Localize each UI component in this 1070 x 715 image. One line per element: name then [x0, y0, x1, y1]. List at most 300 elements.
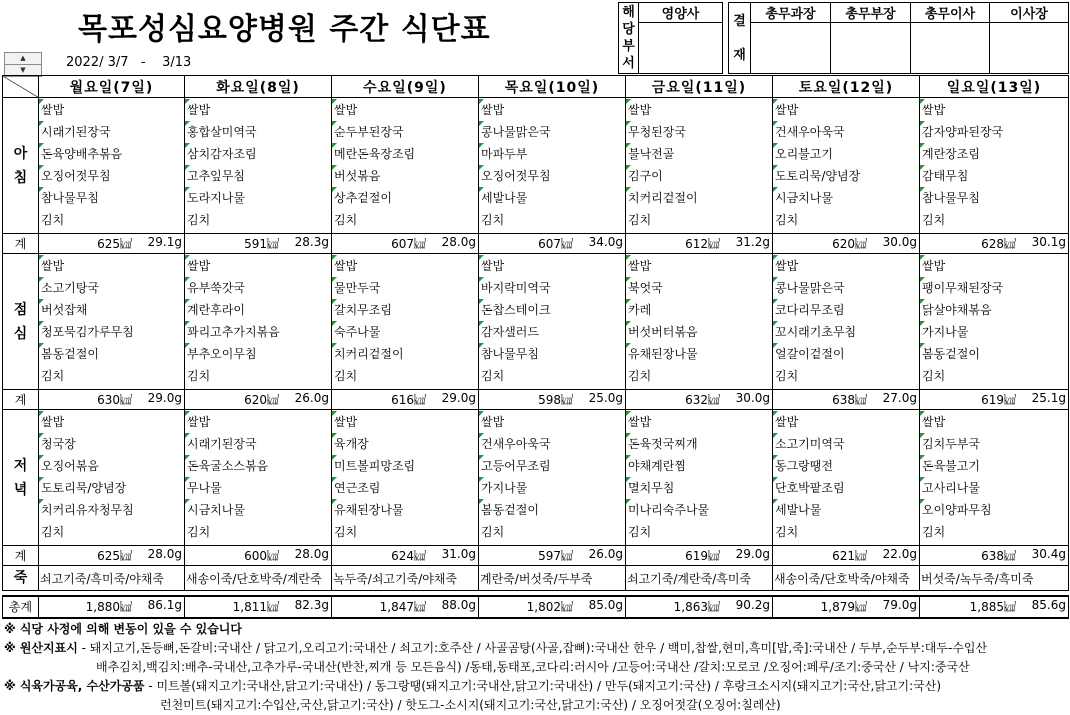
protein: 82.3g: [294, 598, 329, 612]
subtotal-cell: [773, 546, 920, 566]
subtotal-cell: [479, 390, 626, 410]
menu-item: 홍합살미역국: [185, 121, 331, 143]
role-general-affairs-manager: 총무과장: [751, 3, 831, 23]
menu-cell: [626, 254, 773, 390]
protein: 28.0g: [294, 547, 329, 561]
menu-item: 쌀밥: [773, 255, 919, 277]
spin-up-button[interactable]: ▲: [4, 52, 42, 65]
protein: 27.0g: [882, 391, 917, 405]
origin-line: ※ 원산지표시 - 돼지고기,돈등뼈,돈갈비:국내산 / 닭고기,오리고기:국내산 / 쇠고기:호주산 / 사골곰탕(사골,잡뼈):국내산 한우 / 백미,찹쌀,현미,흑미[밥,죽]:국내산 / 두부,순두부:대두-수입산: [4, 641, 988, 655]
calories: 607㎉: [391, 237, 426, 251]
grand-total-values: [479, 598, 625, 615]
subtotal-label: 계: [3, 390, 39, 410]
menu-item: 오이양파무침: [920, 499, 1068, 521]
menu-item: 봄동겉절이: [39, 343, 184, 365]
subtotal-cell: [185, 546, 332, 566]
menu-item: 동그랑땡전: [773, 455, 919, 477]
menu-item: 감태무침: [920, 165, 1068, 187]
calories: 638㎉: [981, 549, 1016, 563]
calories: 616㎉: [391, 393, 426, 407]
menu-cell: [39, 98, 185, 234]
notes: [4, 620, 1066, 715]
menu-item: 쌀밥: [185, 99, 331, 121]
calories: 619㎉: [981, 393, 1016, 407]
menu-cell: [39, 254, 185, 390]
menu-item: 멸치무침: [626, 477, 772, 499]
grand-total-values: [773, 598, 919, 615]
calories: 621㎉: [832, 549, 867, 563]
protein: 34.0g: [588, 235, 623, 249]
menu-item: 돈육젓국찌개: [626, 433, 772, 455]
menu-cell: [479, 254, 626, 390]
role-chairman: 이사장: [990, 3, 1069, 23]
menu-item: 쌀밥: [39, 99, 184, 121]
weekly-menu-table: [2, 75, 1069, 619]
subtotal-cell: [185, 390, 332, 410]
calories: 630㎉: [97, 393, 132, 407]
menu-item: 얼갈이겉절이: [773, 343, 919, 365]
menu-cell: [920, 410, 1069, 546]
menu-item: 쌀밥: [773, 411, 919, 433]
subtotal-cell: [39, 546, 185, 566]
menu-item: 메란돈육장조림: [332, 143, 478, 165]
subtotal-values: [920, 235, 1068, 252]
menu-item: 가지나물: [479, 477, 625, 499]
menu-cell: [185, 98, 332, 234]
menu-item: 미나리숙주나물: [626, 499, 772, 521]
calories: 612㎉: [685, 237, 720, 251]
calories: 598㎉: [538, 393, 573, 407]
subtotal-cell: [626, 546, 773, 566]
menu-item: 치커리유자청무침: [39, 499, 184, 521]
calories: 591㎉: [244, 237, 279, 251]
menu-item: 무청된장국: [626, 121, 772, 143]
menu-item: 팽이무채된장국: [920, 277, 1068, 299]
porridge-cell: 새송이죽/단호박죽/계란죽: [185, 566, 332, 591]
subtotal-values: [773, 391, 919, 408]
subtotal-cell: [626, 390, 773, 410]
grand-total-values: [185, 598, 331, 615]
menu-cell: [479, 98, 626, 234]
day-header: 월요일(7일): [39, 76, 185, 98]
menu-item: 마파두부: [479, 143, 625, 165]
calories: 620㎉: [832, 237, 867, 251]
menu-item: 숙주나물: [332, 321, 478, 343]
menu-item: 김치: [775, 213, 799, 227]
menu-item: 소고기미역국: [773, 433, 919, 455]
subtotal-values: [332, 391, 478, 408]
dietitian-label: 영양사: [639, 3, 723, 23]
protein: 30.0g: [882, 235, 917, 249]
menu-item: 김치: [481, 369, 505, 383]
subtotal-cell: [332, 546, 479, 566]
menu-item: 육개장: [332, 433, 478, 455]
menu-item: 김치: [922, 369, 946, 383]
menu-item: 콩나물맑은국: [773, 277, 919, 299]
menu-item: 북엇국: [626, 277, 772, 299]
menu-item: 쌀밥: [773, 99, 919, 121]
menu-item: 유채된장나물: [626, 343, 772, 365]
menu-item: 돈육양배추볶음: [39, 143, 184, 165]
protein: 22.0g: [882, 547, 917, 561]
menu-item: 참나물무침: [920, 187, 1068, 209]
menu-item: 쌀밥: [626, 411, 772, 433]
menu-cell: [773, 410, 920, 546]
protein: 25.1g: [1031, 391, 1066, 405]
subtotal-cell: [185, 234, 332, 254]
day-header: 일요일(13일): [920, 76, 1069, 98]
role-general-affairs-director: 총무부장: [831, 3, 911, 23]
meal-label: 점 심: [3, 254, 39, 390]
meal-label: 아 침: [3, 98, 39, 234]
menu-item: 쌀밥: [626, 99, 772, 121]
menu-item: 버섯볶음: [332, 165, 478, 187]
menu-item: 쌀밥: [479, 99, 625, 121]
sign-box-executive-director[interactable]: [911, 23, 990, 74]
menu-item: 김치: [922, 525, 946, 539]
grand-total-values: [626, 598, 772, 615]
menu-item: 오징어볶음: [39, 455, 184, 477]
calories: 1,802㎉: [526, 600, 573, 614]
menu-item: 김치: [334, 369, 358, 383]
menu-item: 김치: [187, 525, 211, 539]
menu-item: 감자양파된장국: [920, 121, 1068, 143]
protein: 29.0g: [147, 391, 182, 405]
grand-total-values: [39, 598, 184, 615]
menu-item: 치커리겉절이: [626, 187, 772, 209]
calories: 1,847㎉: [379, 600, 426, 614]
subtotal-cell: [479, 234, 626, 254]
menu-item: 김치: [334, 525, 358, 539]
menu-item: 불낙전골: [626, 143, 772, 165]
protein: 90.2g: [735, 598, 770, 612]
menu-item: 김치: [41, 213, 65, 227]
calories: 619㎉: [685, 549, 720, 563]
menu-item: 쌀밥: [626, 255, 772, 277]
menu-cell: [185, 254, 332, 390]
day-header: 토요일(12일): [773, 76, 920, 98]
menu-cell: [920, 254, 1069, 390]
subtotal-values: [185, 391, 331, 408]
menu-item: 도토리묵/양념장: [773, 165, 919, 187]
menu-item: 김치: [775, 525, 799, 539]
menu-item: 감자샐러드: [479, 321, 625, 343]
porridge-cell: 쇠고기죽/계란죽/흑미죽: [626, 566, 773, 591]
calories: 628㎉: [981, 237, 1016, 251]
sign-box-general-affairs-director[interactable]: [831, 23, 911, 74]
menu-item: 쌀밥: [39, 411, 184, 433]
menu-item: 김치: [334, 213, 358, 227]
menu-item: 치커리겉절이: [332, 343, 478, 365]
menu-item: 돈육불고기: [920, 455, 1068, 477]
menu-cell: [185, 410, 332, 546]
menu-cell: [332, 98, 479, 234]
menu-item: 꽈리고추가지볶음: [185, 321, 331, 343]
subtotal-values: [626, 391, 772, 408]
menu-item: 쌀밥: [332, 411, 478, 433]
menu-item: 김치: [187, 369, 211, 383]
menu-item: 버섯버터볶음: [626, 321, 772, 343]
porridge-cell: 녹두죽/쇠고기죽/야채죽: [332, 566, 479, 591]
protein: 31.0g: [441, 547, 476, 561]
calories: 1,811㎉: [232, 600, 279, 614]
subtotal-values: [39, 547, 184, 564]
calories: 1,880㎉: [85, 600, 132, 614]
calories: 624㎉: [391, 549, 426, 563]
menu-item: 바지락미역국: [479, 277, 625, 299]
menu-item: 시금치나물: [773, 187, 919, 209]
menu-item: 김치: [775, 369, 799, 383]
menu-item: 단호박팥조림: [773, 477, 919, 499]
menu-item: 고사리나물: [920, 477, 1068, 499]
menu-item: 쌀밥: [39, 255, 184, 277]
menu-item: 돈찹스테이크: [479, 299, 625, 321]
day-header: 수요일(9일): [332, 76, 479, 98]
protein: 29.0g: [735, 547, 770, 561]
protein: 29.1g: [147, 235, 182, 249]
menu-cell: [920, 98, 1069, 234]
grand-total-values: [332, 598, 478, 615]
menu-item: 봄동겉절이: [479, 499, 625, 521]
subtotal-label: 계: [3, 546, 39, 566]
menu-item: 쌀밥: [479, 411, 625, 433]
menu-item: 김치: [41, 369, 65, 383]
protein: 29.0g: [441, 391, 476, 405]
calories: 620㎉: [244, 393, 279, 407]
subtotal-values: [39, 235, 184, 252]
menu-item: 오징어젓무침: [479, 165, 625, 187]
protein: 79.0g: [882, 598, 917, 612]
menu-item: 쌀밥: [185, 411, 331, 433]
menu-item: 소고기탕국: [39, 277, 184, 299]
subtotal-values: [479, 547, 625, 564]
subtotal-values: [479, 391, 625, 408]
subtotal-values: [185, 235, 331, 252]
protein: 86.1g: [147, 598, 182, 612]
menu-item: 순두부된장국: [332, 121, 478, 143]
menu-cell: [479, 410, 626, 546]
menu-item: 김치: [481, 213, 505, 227]
department-box: [618, 2, 723, 74]
subtotal-cell: [39, 390, 185, 410]
menu-item: 세발나물: [773, 499, 919, 521]
subtotal-values: [39, 391, 184, 408]
menu-item: 계란후라이: [185, 299, 331, 321]
protein: 28.3g: [294, 235, 329, 249]
subtotal-values: [332, 547, 478, 564]
subtotal-label: 계: [3, 234, 39, 254]
calories: 625㎉: [97, 237, 132, 251]
menu-cell: [332, 410, 479, 546]
porridge-cell: 새송이죽/단호박죽/야채죽: [773, 566, 920, 591]
porridge-cell: 버섯죽/녹두죽/흑미죽: [920, 566, 1069, 591]
date-range: 2022/ 3/7 - 3/13: [66, 55, 192, 70]
menu-cell: [773, 98, 920, 234]
calories: 600㎉: [244, 549, 279, 563]
calories: 632㎉: [685, 393, 720, 407]
subtotal-cell: [773, 234, 920, 254]
menu-item: 쌀밥: [920, 411, 1068, 433]
subtotal-cell: [479, 546, 626, 566]
menu-item: 세발나물: [479, 187, 625, 209]
menu-item: 쌀밥: [332, 255, 478, 277]
porridge-cell: 쇠고기죽/흑미죽/야채죽: [39, 566, 185, 591]
menu-item: 참나물무침: [39, 187, 184, 209]
menu-item: 건새우아욱국: [479, 433, 625, 455]
menu-item: 꼬시래기초무침: [773, 321, 919, 343]
subtotal-cell: [920, 234, 1069, 254]
grand-total-cell: [332, 596, 479, 618]
day-header: 화요일(8일): [185, 76, 332, 98]
porridge-label: 죽: [3, 566, 39, 591]
menu-item: 쌀밥: [920, 255, 1068, 277]
grand-total-values: [920, 598, 1068, 615]
grand-total-cell: [626, 596, 773, 618]
menu-item: 쌀밥: [185, 255, 331, 277]
calories: 638㎉: [832, 393, 867, 407]
menu-item: 미트볼피망조림: [332, 455, 478, 477]
subtotal-values: [185, 547, 331, 564]
protein: 85.6g: [1031, 598, 1066, 612]
day-header: 금요일(11일): [626, 76, 773, 98]
subtotal-cell: [626, 234, 773, 254]
processed-line: ※ 식육가공육, 수산가공품 - 미트볼(돼지고기:국내산,닭고기:국내산) / 동그랑땡(돼지고기:국내산,닭고기:국내산) / 만두(돼지고기:국산) / 후랑크소시지(돼지고기:국산,닭고기:국산): [4, 679, 942, 693]
menu-item: 오징어젓무침: [39, 165, 184, 187]
porridge-cell: 계란죽/버섯죽/두부죽: [479, 566, 626, 591]
menu-cell: [626, 410, 773, 546]
protein: 30.4g: [1031, 547, 1066, 561]
menu-item: 청국장: [39, 433, 184, 455]
day-header: 목요일(10일): [479, 76, 626, 98]
subtotal-values: [626, 235, 772, 252]
menu-item: 김치: [628, 369, 652, 383]
menu-item: 유부쑥갓국: [185, 277, 331, 299]
menu-item: 카레: [626, 299, 772, 321]
meal-label: 저 녁: [3, 410, 39, 546]
spin-down-button[interactable]: ▼: [4, 64, 42, 77]
menu-item: 김치: [481, 525, 505, 539]
approval-label: 결 재: [729, 3, 751, 74]
menu-item: 시래기된장국: [39, 121, 184, 143]
approval-box: [728, 2, 1069, 74]
menu-item: 상추겉절이: [332, 187, 478, 209]
protein: 28.0g: [147, 547, 182, 561]
subtotal-values: [332, 235, 478, 252]
calories: 1,863㎉: [673, 600, 720, 614]
menu-item: 김치: [41, 525, 65, 539]
menu-item: 야채계란찜: [626, 455, 772, 477]
protein: 30.0g: [735, 391, 770, 405]
menu-item: 참나물무침: [479, 343, 625, 365]
subtotal-values: [773, 547, 919, 564]
grand-total-cell: [185, 596, 332, 618]
menu-item: 도라지나물: [185, 187, 331, 209]
subtotal-values: [626, 547, 772, 564]
menu-item: 봄동겉절이: [920, 343, 1068, 365]
menu-item: 갈치무조림: [332, 299, 478, 321]
menu-item: 닭살야채볶음: [920, 299, 1068, 321]
subtotal-cell: [920, 390, 1069, 410]
grand-total-cell: [479, 596, 626, 618]
subtotal-cell: [920, 546, 1069, 566]
menu-item: 김치: [922, 213, 946, 227]
subtotal-values: [920, 391, 1068, 408]
menu-cell: [332, 254, 479, 390]
grand-total-cell: [920, 596, 1069, 618]
menu-item: 연근조림: [332, 477, 478, 499]
menu-item: 고등어무조림: [479, 455, 625, 477]
menu-cell: [39, 410, 185, 546]
menu-item: 김치: [628, 525, 652, 539]
calories: 1,885㎉: [969, 600, 1016, 614]
menu-item: 김구이: [626, 165, 772, 187]
menu-item: 건새우아욱국: [773, 121, 919, 143]
grand-total-cell: [773, 596, 920, 618]
menu-cell: [626, 98, 773, 234]
calories: 1,879㎉: [820, 600, 867, 614]
menu-item: 쌀밥: [332, 99, 478, 121]
protein: 26.0g: [294, 391, 329, 405]
subtotal-cell: [39, 234, 185, 254]
subtotal-cell: [773, 390, 920, 410]
calories: 597㎉: [538, 549, 573, 563]
calories: 607㎉: [538, 237, 573, 251]
protein: 85.0g: [588, 598, 623, 612]
menu-item: 부추오이무침: [185, 343, 331, 365]
menu-item: 유채된장나물: [332, 499, 478, 521]
menu-item: 콩나물맑은국: [479, 121, 625, 143]
role-executive-director: 총무이사: [911, 3, 990, 23]
subtotal-cell: [332, 390, 479, 410]
sign-box-general-affairs-manager[interactable]: [751, 23, 831, 74]
origin-line-2: 배추김치,백김치:배추-국내산,고추가루-국내산(반찬,찌개 등 모든음식) /동태,동태포,코다리:러시아 /고등어:국내산 /갈치:모로코 /오징어:페루/조기:중국산 / 낙지:중국산: [96, 660, 970, 674]
menu-item: 김치: [628, 213, 652, 227]
protein: 26.0g: [588, 547, 623, 561]
subtotal-cell: [332, 234, 479, 254]
menu-item: 오리불고기: [773, 143, 919, 165]
notice-line: ※ 식당 사정에 의해 변동이 있을 수 있습니다: [4, 622, 242, 636]
menu-item: 삼치감자조림: [185, 143, 331, 165]
menu-item: 김치두부국: [920, 433, 1068, 455]
page-title: 목포성심요양병원 주간 식단표: [78, 12, 491, 47]
protein: 31.2g: [735, 235, 770, 249]
dietitian-sign-box[interactable]: [639, 23, 723, 74]
grand-total-cell: [39, 596, 185, 618]
subtotal-values: [920, 547, 1068, 564]
menu-item: 김치: [187, 213, 211, 227]
menu-item: 가지나물: [920, 321, 1068, 343]
menu-item: 버섯잡채: [39, 299, 184, 321]
menu-item: 고추잎무침: [185, 165, 331, 187]
subtotal-values: [479, 235, 625, 252]
menu-item: 쌀밥: [920, 99, 1068, 121]
calories: 625㎉: [97, 549, 132, 563]
subtotal-values: [773, 235, 919, 252]
menu-item: 코다리무조림: [773, 299, 919, 321]
protein: 30.1g: [1031, 235, 1066, 249]
grand-total-label: 총계: [3, 596, 39, 618]
menu-cell: [773, 254, 920, 390]
menu-item: 쌀밥: [479, 255, 625, 277]
menu-item: 청포묵김가루무침: [39, 321, 184, 343]
sign-box-chairman[interactable]: [990, 23, 1069, 74]
menu-item: 돈육굴소스볶음: [185, 455, 331, 477]
processed-line-2: 런천미트(돼지고기:수입산,국산,닭고기:국산) / 핫도그-소시지(돼지고기:국산,닭고기:국산) / 오징어젓갈(오징어:칠레산): [160, 698, 781, 712]
protein: 88.0g: [441, 598, 476, 612]
menu-item: 무나물: [185, 477, 331, 499]
protein: 28.0g: [441, 235, 476, 249]
department-label: 해 당 부 서: [619, 3, 639, 74]
